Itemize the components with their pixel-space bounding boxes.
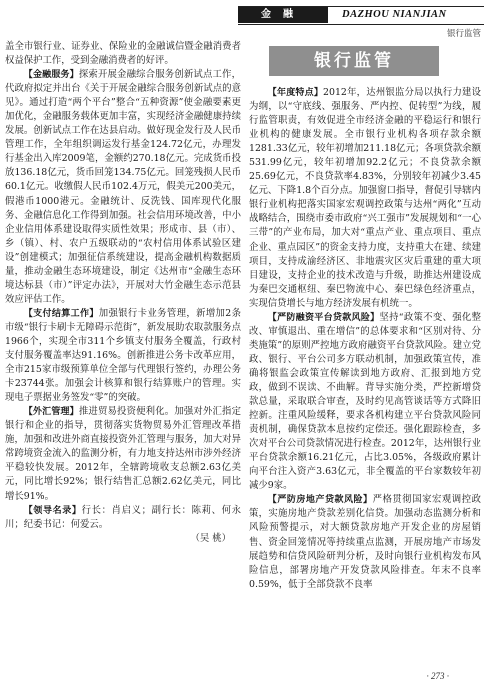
heading-leadership: 【领导名录】 [23,505,82,516]
header-bar [238,6,484,25]
paragraph-annual-features [249,86,481,311]
left-column [5,40,241,546]
section-tag: 金融 [238,7,328,23]
body-platform-risk: 坚持“政策不变、强化整改、审慎退出、重在增信”的总体要求和“区别对待、分类施策”的原则严控地方政府融资平台贷款风险。建立党政、银行、平台公司多方联动机制，加强政策宣传，准确将银监会政策宣传解读到地方政府、汇报到地方党政，做到不误读、不曲解。背导实施分类，严控新增贷款总量，采取联合审查，及时约见高管谈话等方式降旧控新。注重风险缓释，要求各机构建立平台贷款风险同责机制，确保贷款本息按约定偿还。强化跟踪检查，多次对平台公司贷款情况进行检查。2012年，达州银行业平台贷款余额16.21亿元，占比3.05%，各级政府累计向平台注入资产3.63亿元，非全覆盖的平台家数较年初减少9家。 [249,311,481,492]
intro-text: 盖全市银行业、证券业、保险业的金融诚信暨金融消费者权益保护工作，受到金融消费者的好评。 [5,41,241,67]
section-subtitle: 银行监管 [446,29,481,39]
body-annual-features: 2012年，达州银监分局以执行力建设为纲，以“守底线、强服务、严内控、促转型”为线，履行监管职责，有效促进全市经济金融的平稳运行和银行业机构的健康发展。全市银行业机构各项存款余额1281.33亿元，较年初增加211.18亿元；各项贷款余额531.99亿元，较年初增加92.2亿元；不良贷款余额25.69亿元，不良贷款率4.83%，分别较年初减少3.45亿元、下降1.8个百分点。加强窗口指导，督促引导辖内银行业机构把落实国家宏观调控政策与达州“两化”互动战略结合，围绕市委市政府“兴工强市”发展规划和“一心三带”的产业布局，加大对“重点产业、重点项目、重点企业、重点园区”的资金支持力度，支持重大在建、续建项目，支持成渝经济区、非地震灾区灾后重建的重大项目建设，支持企业的技术改造与升级，助推达州建设成为秦巴交通枢纽、秦巴物流中心、秦巴绿色经济重点，实现信贷增长与地方经济发展有机统一。 [249,87,481,309]
heading-annual-features: 【年度特点】 [267,88,324,98]
yearbook-title: DAZHOU NIANJIAN [342,9,447,20]
page-header [0,0,489,44]
body-forex: 推进贸易投资便利化。加强对外汇指定银行和企业的指导，贯彻落实货物贸易外汇管理改革措施，加强和改进外商直接投资外汇管理与服务，加大对异常跨境资金流入的监测分析，有力地支持达州市涉外经济平稳较快发展。2012年，全辖跨境收支总额2.63亿美元，同比增长92%；银行结售汇总额2.62亿美元，同比增长91%。 [5,406,241,502]
body-financial-services: 探索开展金融综合服务创新试点工作，代政府拟定并出台《关于开展金融综合服务创新试点的意见》。通过打造“两个平台”整合“五种资源”使金融要素更加优化，金融服务载体更加丰富，实现经济金融健康持续发展。创新试点工作在达县启动。做好现金发行及人民币管理工作，全年组织调运发行基金124.72亿元，办理发行基金出入库2009笔，金额约270.18亿元。完成货币投放136.18亿元，货币回笼134.75亿元。回笼残损人民币60.1亿元。收缴假人民币102.4万元，假美元200美元，假港币1000港元。金融统计、反洗钱、国库现代化服务、金融信息化工作得到加强。社会信用环境改善，中小企业信用体系建设取得实质性效果；形成市、县（市）、乡（镇）、村、农户五级联动的“农村信用体系试验区建设”创建模式；加强征信系统建设，提高金融机构数据质量，推动金融生态环境建设，制定《达州市“金融生态环境达标县（市）”评定办法》，开展对大竹金融生态示范县效应评估工作。 [5,69,241,305]
paragraph-leadership [5,504,241,532]
paragraph-payment-settlement [5,307,241,405]
heading-payment-settlement: 【支付结算工作】 [23,308,99,319]
right-column [249,40,481,592]
heading-forex: 【外汇管理】 [23,407,79,418]
heading-platform-risk: 【严防融资平台贷款风险】 [267,312,380,323]
body-realestate-risk: 严格贯彻国家宏观调控政策，实施房地产贷款差别化信贷。加强动态监测分析和风险预警提示，对大额贷款房地产开发企业的房屋销售、资金回笼情况等持续重点监测，开展房地产市场发展趋势和信贷风险研判分析，及时向银行业机构发布风险信息，部署房地产开发贷款风险排查。年末不良率0.59%，低于全部贷款不良率 [249,494,481,590]
page-number: · 273 · [426,671,449,681]
paragraph-financial-services [5,68,241,307]
body-payment-settlement: 加强银行卡业务管理，新增加2条市级“银行卡刷卡无障碍示范街”，新发展助农取款服务点1966个，实现全市311个乡镇支付服务全覆盖，行政村支付服务覆盖率达91.16%。创新推进公务卡改革应用，全市215家市级预算单位全部与代理银行签约，办理公务卡23744张。加强会计核算和银行结算账户的管理。实现电子票据业务签发“零”的突破。 [5,307,241,404]
paragraph-forex [5,405,241,503]
paragraph-realestate-risk [249,493,481,591]
paragraph-platform-risk [249,311,481,494]
section-banner: 银行监管 [269,46,439,76]
heading-financial-services: 【金融服务】 [23,70,79,81]
author-credit: （吴 桃） [190,532,231,544]
body-leadership: 行长：肖启义；副行长：陈莉、何永川；纪委书记：何爱云。 [5,504,241,530]
heading-realestate-risk: 【严防房地产贷款风险】 [267,495,373,506]
